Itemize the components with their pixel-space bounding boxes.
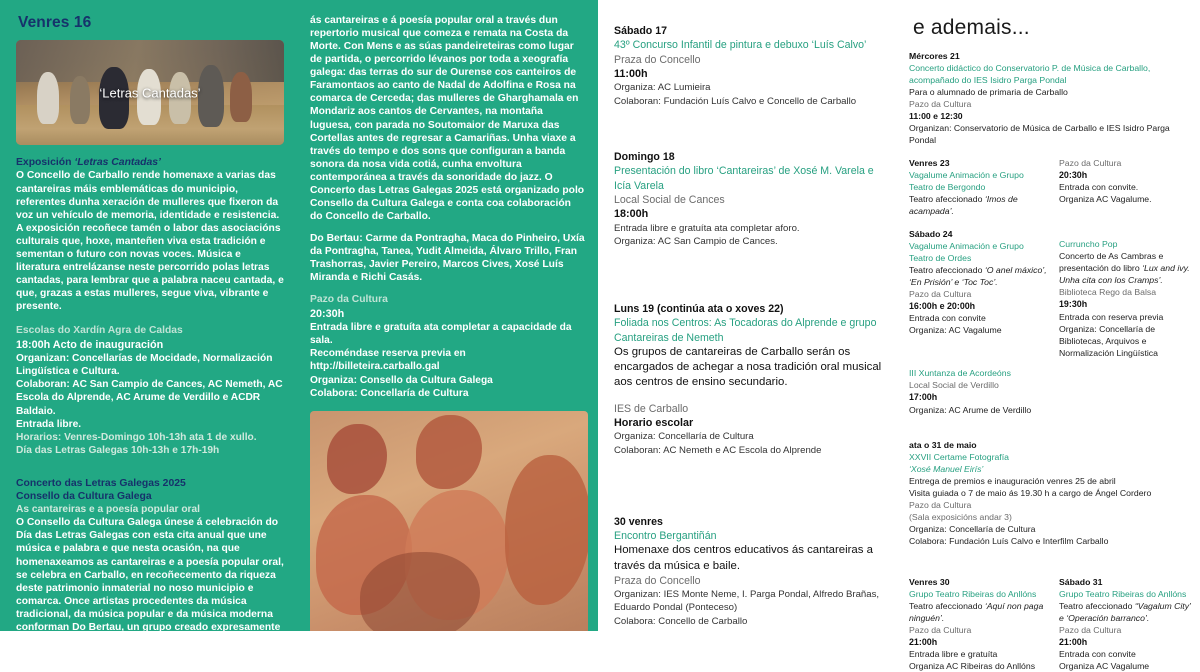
event-entrada: Entrada con convite bbox=[1059, 648, 1136, 659]
event-body: Teatro afeccionado “Vagalum City’ e ‘Operación barranco’. bbox=[1059, 600, 1191, 623]
exposicion-title: Exposición ‘Letras Cantadas’ bbox=[16, 157, 161, 168]
event-entrada: Entrada con convite. bbox=[1059, 182, 1139, 193]
event-colabora: Colabora: Concello de Carballo bbox=[614, 615, 748, 627]
event-time: Horario escolar bbox=[614, 416, 694, 429]
event-venue: Praza do Concello bbox=[614, 53, 701, 66]
event-title: 43º Concurso Infantil de pintura e debuxo ‘Luís Calvo’ bbox=[614, 39, 867, 52]
event-venue: Pazo da Cultura bbox=[909, 99, 972, 109]
event-title: Curruncho Pop bbox=[1059, 239, 1118, 250]
concerto-title: Concerto das Letras Galegas 2025 bbox=[16, 477, 186, 489]
event-domingo-18 bbox=[614, 150, 889, 248]
event-organiza: Organizan: IES Monte Neme, I. Parga Pondal, Alfredo Brañas, Eduardo Pondal (Ponteceso) bbox=[614, 589, 880, 614]
brand-logo: e ademais... bbox=[913, 16, 1030, 39]
right-col-b bbox=[1059, 157, 1197, 427]
event-title: Presentación do libro ‘Cantareiras’ de Xosé M. Varela e Icía Varela bbox=[614, 165, 874, 192]
photo-caption: ‘Letras Cantadas’ bbox=[99, 85, 201, 100]
event-organiza: Organiza: AC Arume de Verdillo bbox=[909, 404, 1032, 415]
event-day: Domingo 18 bbox=[614, 150, 675, 163]
event-organiza: Organiza AC Vagalume. bbox=[1059, 194, 1152, 205]
event-day: Venres 30 bbox=[909, 576, 950, 587]
spacer bbox=[614, 262, 889, 302]
event-venue: Pazo da Cultura bbox=[909, 624, 972, 635]
event-organiza: Organiza AC Vagalume bbox=[1059, 660, 1150, 671]
event-colabora: Colaboran: AC Nemeth e AC Escola do Alprende bbox=[614, 444, 822, 456]
exposicion-dia-letras: Día das Letras Galegas 10h-13h e 17h-19h bbox=[16, 445, 220, 457]
event-organiza: Organiza: Concellaría de Cultura bbox=[614, 431, 754, 443]
spacer bbox=[909, 427, 1197, 439]
event-venres-23 bbox=[909, 157, 1047, 217]
exposicion-venue: Escolas do Xardín Agra de Caldas bbox=[16, 325, 183, 337]
event-audience: Para o alumnado de primaria de Carballo bbox=[909, 87, 1068, 97]
event-time: 18:00h bbox=[614, 208, 649, 221]
event-organiza: Organiza: AC San Campio de Cances. bbox=[614, 235, 778, 247]
event-title-italic: ‘Xosé Manuel Eirís’ bbox=[909, 463, 984, 474]
spacer bbox=[614, 122, 889, 150]
event-day: Sábado 24 bbox=[909, 229, 953, 239]
event-body: Teatro afeccionado ‘O anel máxico’, ‘En Prisión’ e ‘Toc Toc’. bbox=[909, 265, 1047, 287]
event-venue: Praza do Concello bbox=[614, 574, 701, 587]
event-day: Venres 23 bbox=[909, 158, 950, 168]
billeteira-url[interactable]: http://billeteira.carballo.gal bbox=[310, 361, 440, 373]
spacer bbox=[310, 223, 586, 232]
exposicion-details bbox=[16, 324, 284, 457]
exposicion-colaboran: Colaboran: AC San Campio de Cances, AC Nemeth, AC Escola do Alprende, AC Arume de Verdillo e ACDR Baldaio. bbox=[16, 379, 283, 417]
day-heading: Venres 16 bbox=[18, 14, 92, 31]
exposicion-entrada: Entrada libre. bbox=[16, 418, 82, 430]
event-organiza: Organiza: Concellaría de Cultura bbox=[909, 523, 1036, 534]
event-venres-23-details bbox=[1059, 157, 1197, 205]
event-time: 21:00h bbox=[1059, 636, 1088, 647]
artwork-shape bbox=[327, 424, 387, 494]
white-panel bbox=[598, 0, 1200, 671]
event-entrada: Entrada libre e gratuíta bbox=[909, 648, 998, 659]
concerto-body-continued: ás cantareiras e á poesía popular oral a través dun repertorio musical que comeza e remata na Costa da Morte. Con Mens e as súas pandeireteiras como lugar de partida, o percorrido lévanos por toda a xeografía galega: das terras do sur de Ourense cos canteiros de Faramontaos ao canto de Nadal de Adolfina e Rosa na comarca de Cerceda; das mulleres de Gharghamala en Mondariz aos cantos de Cervantes, na montaña luguesa, con parada no Soutomaior de Maruxa das Cortellas antes de regresar a Camariñas. Unha viaxe a través do tempo e dos sons que configuran a banda sonora da nosa vida cotiá, cunha envoltura contemporánea a través da sonoridade do jazz. O Concerto das Letras Galegas 2025 está organizado polo Consello da Cultura Galega e conta coa colaboración do Concello de Carballo. bbox=[310, 15, 585, 222]
event-line2: Visita guiada o 7 de maio ás 19.30 h a cargo de Ángel Cordero bbox=[909, 487, 1152, 498]
exposicion-block bbox=[16, 157, 284, 313]
event-venue: Pazo da Cultura bbox=[909, 289, 972, 299]
event-title: Vagalume Animación e Grupo Teatro de Bergondo bbox=[909, 170, 1024, 192]
event-day: Sábado 31 bbox=[1059, 576, 1103, 587]
event-colabora: Colabora: Fundación Luís Calvo e Interfilm Carballo bbox=[909, 535, 1109, 546]
event-body: Teatro afeccionado ‘Imos de acampada’. bbox=[909, 194, 1018, 216]
spacer bbox=[16, 469, 284, 478]
concerto-time: 20:30h bbox=[310, 307, 345, 320]
column-center bbox=[598, 0, 903, 631]
event-time: 20:30h bbox=[1059, 170, 1088, 180]
artwork-illustration bbox=[310, 411, 588, 631]
event-venue-detail: (Sala exposicións andar 3) bbox=[909, 511, 1012, 522]
event-xuntanza-acordeons bbox=[909, 367, 1047, 415]
event-organiza: Organiza AC Ribeiras do Anllóns bbox=[909, 660, 1036, 671]
event-venue: Pazo da Cultura bbox=[909, 499, 972, 510]
spacer bbox=[909, 347, 1047, 367]
event-day: ata o 31 de maio bbox=[909, 439, 977, 450]
event-time: 11:00 e 12:30 bbox=[909, 111, 963, 121]
event-entrada: Entrada con convite bbox=[909, 313, 986, 324]
event-venres-30 bbox=[909, 576, 1047, 672]
photo-letras-cantadas bbox=[16, 40, 284, 145]
event-day: 30 venres bbox=[614, 515, 663, 528]
spacer bbox=[1059, 216, 1197, 238]
concerto-organiza: Organiza: Consello da Cultura Galega bbox=[310, 374, 493, 386]
event-time: 11:00h bbox=[614, 67, 648, 80]
event-day: Sábado 17 bbox=[614, 25, 667, 37]
event-venue: Biblioteca Rego da Balsa bbox=[1059, 287, 1157, 298]
artwork-shape bbox=[505, 455, 588, 605]
right-col-a bbox=[909, 157, 1047, 427]
event-title: Concerto didáctico do Conservatorio P. de Música de Carballo, acompañado do IES Isidro Parga Pondal bbox=[909, 63, 1151, 85]
event-sabado-31 bbox=[1059, 576, 1197, 672]
event-venue: Pazo da Cultura bbox=[1059, 158, 1122, 168]
event-sabado-17 bbox=[614, 24, 889, 108]
concerto-body: O Consello da Cultura Galega únese á celebración do Día das Letras Galegas con esta cita anual que une música e palabra e que nesta ocasión, na que homenaxeamos as cantareiras e a poesía popular oral, se celebra en Carballo, en recoñecemento da riqueza deste patrimonio inmaterial no noso municipio e comarca. Once artistas procedentes da música tradicional, da música popular e da música moderna conforman Do Bertau, un grupo creado expresamente para o Concerto das Letras Galegas 2025 co fin de render a súa particular homenaxe bbox=[16, 517, 284, 659]
spacer bbox=[614, 391, 889, 402]
event-day: Luns 19 (continúa ata o xoves 22) bbox=[614, 303, 784, 316]
event-title: Encontro Bergantiñán bbox=[614, 530, 717, 543]
event-description: Os grupos de cantareiras de Carballo serán os encargados de achegar a nosa tradición oral musical aos centros de ensino secundario. bbox=[614, 346, 882, 389]
event-organiza: Organiza: AC Lumieira bbox=[614, 82, 711, 94]
concerto-entrada: Entrada libre e gratuíta ata completar a capacidade da sala. bbox=[310, 321, 572, 346]
do-bertau-lineup: Do Bertau: Carme da Pontragha, Maca do Pinheiro, Uxía da Pontragha, Tanea, Yudit Almeida, Álvaro Trillo, Fran Trashorras, Javier Pereiro, Marcos Cives, Xosé Luís Miranda e Richi Casás. bbox=[310, 233, 585, 284]
concerto-tagline: As cantareiras e a poesía popular oral bbox=[16, 504, 201, 516]
event-time: 21:00h bbox=[909, 636, 938, 647]
artwork-shape bbox=[416, 415, 482, 489]
right-bottom-grid bbox=[909, 576, 1197, 672]
spacer bbox=[614, 471, 889, 515]
concerto-block bbox=[16, 478, 284, 660]
event-line1: Entrega de premios e inauguración venres 25 de abril bbox=[909, 475, 1116, 486]
concerto-reserva: Recoméndase reserva previa en bbox=[310, 348, 466, 360]
event-time: 17:00h bbox=[909, 392, 938, 403]
event-body: Concerto de As Cambras e presentación do libro ‘Lux and ivy. Unha cita con los Cramps’. bbox=[1059, 251, 1190, 286]
green-panel bbox=[0, 0, 598, 659]
spacer bbox=[909, 558, 1197, 576]
event-venue: Pazo da Cultura bbox=[1059, 624, 1122, 635]
concerto-subtitle: Consello da Cultura Galega bbox=[16, 491, 152, 503]
event-title: XXVII Certame Fotografía bbox=[909, 451, 1009, 462]
event-title: III Xuntanza de Acordeóns bbox=[909, 368, 1011, 379]
event-time: 19:30h bbox=[1059, 299, 1088, 310]
event-colabora: Colaboran: Fundación Luís Calvo e Concello de Carballo bbox=[614, 95, 857, 107]
event-title: Foliada nos Centros: As Tocadoras do Alprende e grupo Cantareiras de Nemeth bbox=[614, 317, 877, 344]
event-30-venres bbox=[614, 515, 889, 628]
event-venue: Local Social de Cances bbox=[614, 193, 725, 206]
column-left bbox=[0, 0, 300, 659]
column-mid bbox=[300, 0, 598, 631]
event-day: Mércores 21 bbox=[909, 51, 960, 61]
event-description: Homenaxe dos centros educativos ás cantareiras a través da música e baile. bbox=[614, 544, 873, 572]
right-two-col-grid bbox=[909, 157, 1197, 427]
event-entrada: Entrada con reserva previa bbox=[1059, 311, 1164, 322]
event-title: Grupo Teatro Ribeiras do Anllóns bbox=[1059, 588, 1187, 599]
artwork-shape bbox=[360, 552, 480, 631]
event-body: Teatro afeccionado ‘Aquí non paga ninguén’. bbox=[909, 600, 1044, 623]
concerto-colabora: Colabora: Concellaría de Cultura bbox=[310, 387, 469, 399]
event-mercores-21 bbox=[909, 50, 1197, 146]
concerto-venue: Pazo da Cultura bbox=[310, 294, 388, 306]
event-venue: IES de Carballo bbox=[614, 402, 689, 415]
event-time: 16:00h e 20:00h bbox=[909, 301, 976, 311]
column-right bbox=[903, 0, 1200, 671]
exposicion-time: 18:00h Acto de inauguración bbox=[16, 338, 164, 351]
exposicion-body: O Concello de Carballo rende homenaxe a varias das cantareiras máis emblemáticas do municipio, referentes dunha xeración de mulleres que fixeron da voz un vehículo de memoria, identidade e resistencia. A exposición recoñece tamén o labor das asociacións culturais que, hoxe, manteñen viva esta tradición e sementan o futuro con novas voces. Música e literatura entrelázanse neste percorrido polas letras cantadas, para lembrar que a palabra naceu cantada, e que, grazas a estas mulleres, segue viva, vibrante e presente. bbox=[16, 170, 284, 313]
event-venue: Local Social de Verdillo bbox=[909, 380, 999, 391]
event-title: Grupo Teatro Ribeiras do Anllóns bbox=[909, 588, 1037, 599]
event-certame-fotografia bbox=[909, 439, 1197, 547]
exposicion-horarios: Horarios: Venres-Domingo 10h-13h ata 1 de xullo. bbox=[16, 432, 257, 444]
event-curruncho-pop bbox=[1059, 238, 1197, 358]
exposicion-organizan: Organizan: Concellarías de Mocidade, Normalización Lingüística e Cultura. bbox=[16, 352, 273, 377]
event-organiza: Organiza: AC Vagalume bbox=[909, 325, 1002, 336]
event-organiza: Organizan: Conservatorio de Música de Carballo e IES Isidro Parga Pondal bbox=[909, 123, 1170, 145]
event-organiza: Organiza: Concellaría de Bibliotecas, Arquivos e Normalización Lingüística bbox=[1059, 323, 1158, 358]
event-title: Vagalume Animación e Grupo Teatro de Ordes bbox=[909, 241, 1024, 263]
event-entrada: Entrada libre e gratuíta ata completar aforo. bbox=[614, 222, 800, 234]
spacer bbox=[310, 284, 586, 293]
event-luns-19 bbox=[614, 302, 889, 457]
event-sabado-24 bbox=[909, 228, 1047, 336]
